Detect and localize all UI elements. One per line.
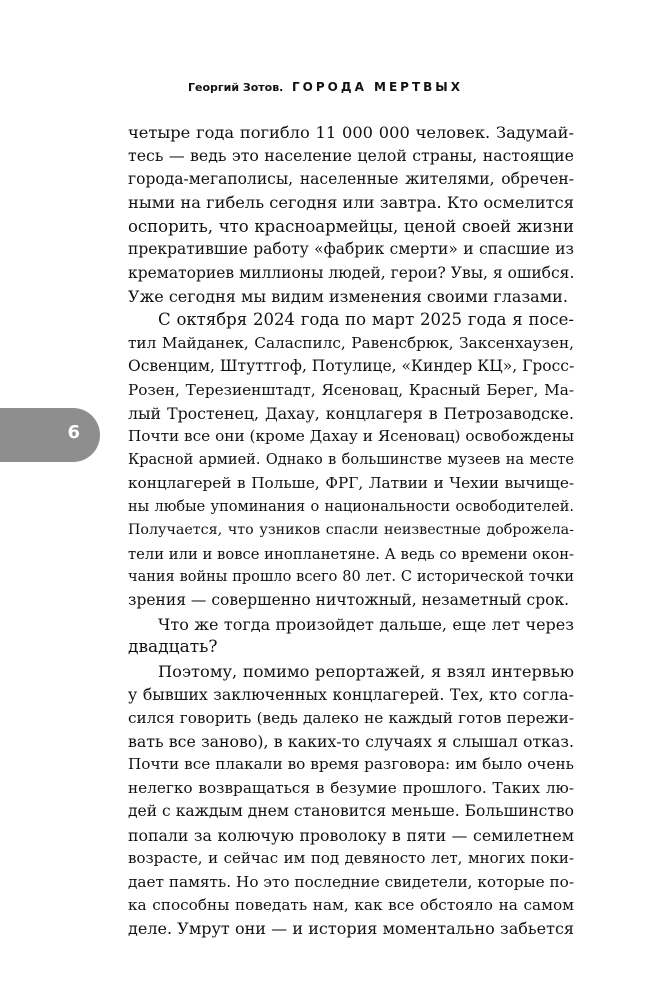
page-number-tab — [0, 408, 100, 462]
text-line: Уже сегодня мы видим изменения своими глазами. — [128, 286, 568, 306]
text-line: ными на гибель сегодня или завтра. Кто осмелится — [128, 193, 574, 213]
text-line: ка способны поведать нам, как все обстояло на самом — [128, 895, 574, 914]
running-header-title: ГОРОДА МЕРТВЫХ — [292, 80, 463, 94]
text-line: оспорить, что красноармейцы, ценой своей жизни — [128, 216, 574, 236]
running-header-author: Георгий Зотов. — [188, 81, 284, 94]
text-line: попали за колючую проволоку в пяти — семилетнем — [128, 825, 574, 845]
body-text — [128, 121, 574, 941]
text-line: Розен, Терезиенштадт, Ясеновац, Красный Берег, Ма- — [128, 380, 574, 399]
text-line: лый Тростенец, Дахау, концлагеря в Петрозаводске. — [128, 404, 574, 424]
text-line: тели или и вовсе инопланетяне. А ведь со времени окон- — [128, 545, 574, 563]
text-line: зрения — совершенно ничтожный, незаметный срок. — [128, 591, 570, 610]
text-line: города-мегаполисы, населенные жителями, обречен- — [128, 169, 574, 188]
page-number: 6 — [67, 422, 80, 443]
text-line: Почти все они (кроме Дахау и Ясеновац) освобождены — [128, 427, 574, 446]
text-line: Что же тогда произойдет дальше, еще лет через — [158, 614, 574, 634]
text-line: Получается, что узников спасли неизвестные доброжела- — [128, 522, 574, 539]
text-line: Поэтому, помимо репортажей, я взял интервью — [158, 661, 574, 681]
text-line: крематориев миллионы людей, герои? Увы, я ошибся. — [128, 263, 574, 282]
text-line: вать все заново), в каких-то случаях я слышал отказ. — [128, 731, 574, 751]
running-header — [0, 80, 651, 94]
text-line: четыре года погибло 11 000 000 человек. Задумай- — [128, 123, 574, 142]
text-line: Почти все плакали во время разговора: им было очень — [128, 755, 574, 774]
text-line: С октября 2024 года по март 2025 года я посе- — [158, 310, 574, 330]
text-line: ны любые упоминания о национальности освободителей. — [128, 498, 574, 515]
text-line: дей с каждым днем становится меньше. Большинство — [128, 802, 574, 821]
text-line: прекратившие работу «фабрик смерти» и спасшие из — [128, 240, 574, 259]
text-line: двадцать? — [128, 637, 218, 658]
text-line: сился говорить (ведь далеко не каждый готов пережи- — [128, 708, 574, 727]
text-line: деле. Умрут они — и история моментально забьется — [128, 919, 574, 939]
text-line: дает память. Но это последние свидетели, которые по- — [128, 872, 574, 891]
text-line: Освенцим, Штуттгоф, Потулице, «Киндер КЦ», Гросс- — [128, 357, 574, 376]
text-line: возрасте, и сейчас им под девяносто лет, многих поки- — [128, 849, 574, 868]
text-line: чания войны прошло всего 80 лет. С исторической точки — [128, 569, 574, 586]
text-line: тил Майданек, Саласпилс, Равенсбрюк, Заксенхаузен, — [128, 333, 574, 352]
text-line: Красной армией. Однако в большинстве музеев на месте — [128, 451, 574, 468]
text-line: тесь — ведь это население целой страны, настоящие — [128, 146, 574, 166]
text-line: нелегко возвращаться в безумие прошлого. Таких лю- — [128, 778, 574, 797]
text-line: концлагерей в Польше, ФРГ, Латвии и Чехии вычище- — [128, 474, 574, 493]
text-line: у бывших заключенных концлагерей. Тех, кто согла- — [128, 685, 574, 705]
